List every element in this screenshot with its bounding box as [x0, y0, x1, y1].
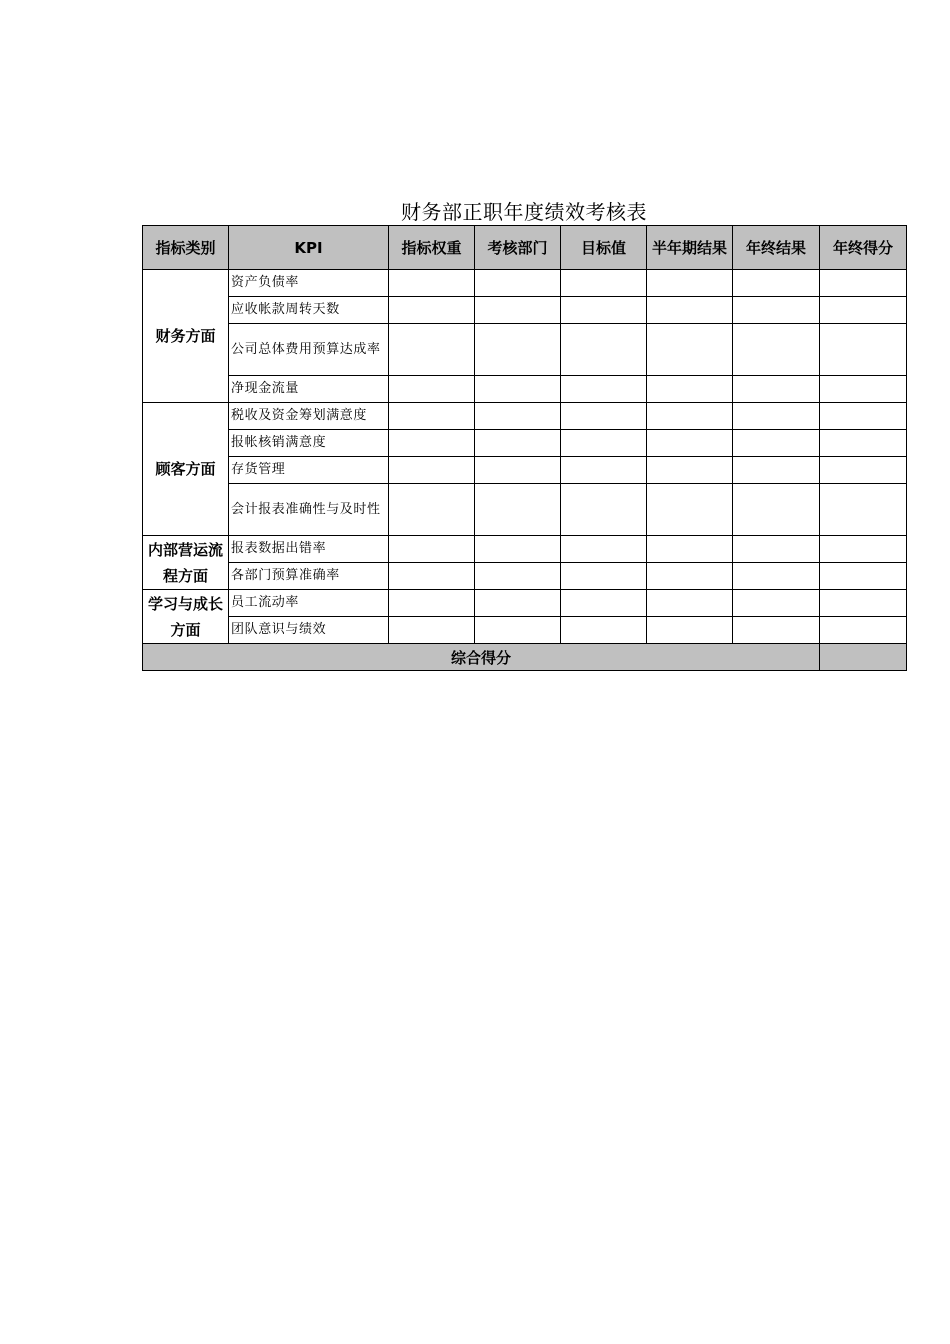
header-year-end: 年终结果 — [733, 226, 820, 270]
total-score-cell[interactable] — [820, 644, 907, 671]
table-row — [143, 563, 907, 590]
weight-cell[interactable] — [389, 457, 475, 484]
year-end-cell[interactable] — [733, 430, 820, 457]
target-cell[interactable] — [561, 457, 647, 484]
half-year-cell[interactable] — [647, 617, 733, 644]
dept-cell[interactable] — [475, 457, 561, 484]
year-end-cell[interactable] — [733, 590, 820, 617]
kpi-table — [142, 225, 907, 671]
dept-cell[interactable] — [475, 536, 561, 563]
table-row — [143, 617, 907, 644]
half-year-cell[interactable] — [647, 403, 733, 430]
target-cell[interactable] — [561, 376, 647, 403]
weight-cell[interactable] — [389, 590, 475, 617]
year-end-cell[interactable] — [733, 457, 820, 484]
target-cell[interactable] — [561, 324, 647, 376]
table-row — [143, 430, 907, 457]
header-target: 目标值 — [561, 226, 647, 270]
dept-cell[interactable] — [475, 430, 561, 457]
target-cell[interactable] — [561, 297, 647, 324]
weight-cell[interactable] — [389, 617, 475, 644]
weight-cell[interactable] — [389, 484, 475, 536]
dept-cell[interactable] — [475, 297, 561, 324]
dept-cell[interactable] — [475, 590, 561, 617]
year-end-cell[interactable] — [733, 376, 820, 403]
weight-cell[interactable] — [389, 563, 475, 590]
half-year-cell[interactable] — [647, 324, 733, 376]
table-row — [143, 457, 907, 484]
dept-cell[interactable] — [475, 563, 561, 590]
kpi-cell: 各部门预算准确率 — [229, 563, 389, 590]
half-year-cell[interactable] — [647, 590, 733, 617]
table-row — [143, 590, 907, 617]
score-cell[interactable] — [820, 270, 907, 297]
score-cell[interactable] — [820, 430, 907, 457]
table-row — [143, 324, 907, 376]
dept-cell[interactable] — [475, 270, 561, 297]
target-cell[interactable] — [561, 563, 647, 590]
score-cell[interactable] — [820, 297, 907, 324]
kpi-cell: 会计报表准确性与及时性 — [229, 484, 389, 536]
score-cell[interactable] — [820, 563, 907, 590]
kpi-cell: 资产负债率 — [229, 270, 389, 297]
half-year-cell[interactable] — [647, 430, 733, 457]
weight-cell[interactable] — [389, 376, 475, 403]
header-category: 指标类别 — [143, 226, 229, 270]
table-row — [143, 297, 907, 324]
weight-cell[interactable] — [389, 270, 475, 297]
score-cell[interactable] — [820, 590, 907, 617]
table-row — [143, 270, 907, 297]
kpi-cell: 报帐核销满意度 — [229, 430, 389, 457]
year-end-cell[interactable] — [733, 270, 820, 297]
table-row — [143, 403, 907, 430]
header-half-year: 半年期结果 — [647, 226, 733, 270]
weight-cell[interactable] — [389, 536, 475, 563]
target-cell[interactable] — [561, 430, 647, 457]
category-cell: 财务方面 — [143, 270, 229, 403]
dept-cell[interactable] — [475, 484, 561, 536]
year-end-cell[interactable] — [733, 484, 820, 536]
score-cell[interactable] — [820, 324, 907, 376]
total-row — [143, 644, 907, 671]
kpi-cell: 存货管理 — [229, 457, 389, 484]
header-dept: 考核部门 — [475, 226, 561, 270]
header-weight: 指标权重 — [389, 226, 475, 270]
half-year-cell[interactable] — [647, 563, 733, 590]
weight-cell[interactable] — [389, 430, 475, 457]
half-year-cell[interactable] — [647, 484, 733, 536]
dept-cell[interactable] — [475, 376, 561, 403]
target-cell[interactable] — [561, 536, 647, 563]
category-cell: 内部营运流程方面 — [143, 536, 229, 590]
score-cell[interactable] — [820, 617, 907, 644]
target-cell[interactable] — [561, 617, 647, 644]
kpi-cell: 应收帐款周转天数 — [229, 297, 389, 324]
half-year-cell[interactable] — [647, 270, 733, 297]
half-year-cell[interactable] — [647, 376, 733, 403]
header-score: 年终得分 — [820, 226, 907, 270]
table-row — [143, 376, 907, 403]
target-cell[interactable] — [561, 403, 647, 430]
dept-cell[interactable] — [475, 324, 561, 376]
half-year-cell[interactable] — [647, 457, 733, 484]
kpi-cell: 净现金流量 — [229, 376, 389, 403]
kpi-cell: 员工流动率 — [229, 590, 389, 617]
year-end-cell[interactable] — [733, 563, 820, 590]
year-end-cell[interactable] — [733, 617, 820, 644]
year-end-cell[interactable] — [733, 297, 820, 324]
year-end-cell[interactable] — [733, 403, 820, 430]
target-cell[interactable] — [561, 484, 647, 536]
category-cell: 学习与成长方面 — [143, 590, 229, 644]
score-cell[interactable] — [820, 536, 907, 563]
target-cell[interactable] — [561, 270, 647, 297]
header-row — [143, 226, 907, 270]
header-kpi: KPI — [229, 226, 389, 270]
kpi-cell: 公司总体费用预算达成率 — [229, 324, 389, 376]
half-year-cell[interactable] — [647, 536, 733, 563]
kpi-cell: 团队意识与绩效 — [229, 617, 389, 644]
year-end-cell[interactable] — [733, 536, 820, 563]
score-cell[interactable] — [820, 376, 907, 403]
score-cell[interactable] — [820, 457, 907, 484]
year-end-cell[interactable] — [733, 324, 820, 376]
half-year-cell[interactable] — [647, 297, 733, 324]
score-cell[interactable] — [820, 403, 907, 430]
score-cell[interactable] — [820, 484, 907, 536]
table-row — [143, 484, 907, 536]
kpi-cell: 税收及资金筹划满意度 — [229, 403, 389, 430]
weight-cell[interactable] — [389, 297, 475, 324]
target-cell[interactable] — [561, 590, 647, 617]
dept-cell[interactable] — [475, 403, 561, 430]
weight-cell[interactable] — [389, 403, 475, 430]
page-title: 财务部正职年度绩效考核表 — [401, 200, 647, 224]
category-cell: 顾客方面 — [143, 403, 229, 536]
kpi-cell: 报表数据出错率 — [229, 536, 389, 563]
weight-cell[interactable] — [389, 324, 475, 376]
total-label: 综合得分 — [143, 644, 820, 671]
dept-cell[interactable] — [475, 617, 561, 644]
table-row — [143, 536, 907, 563]
